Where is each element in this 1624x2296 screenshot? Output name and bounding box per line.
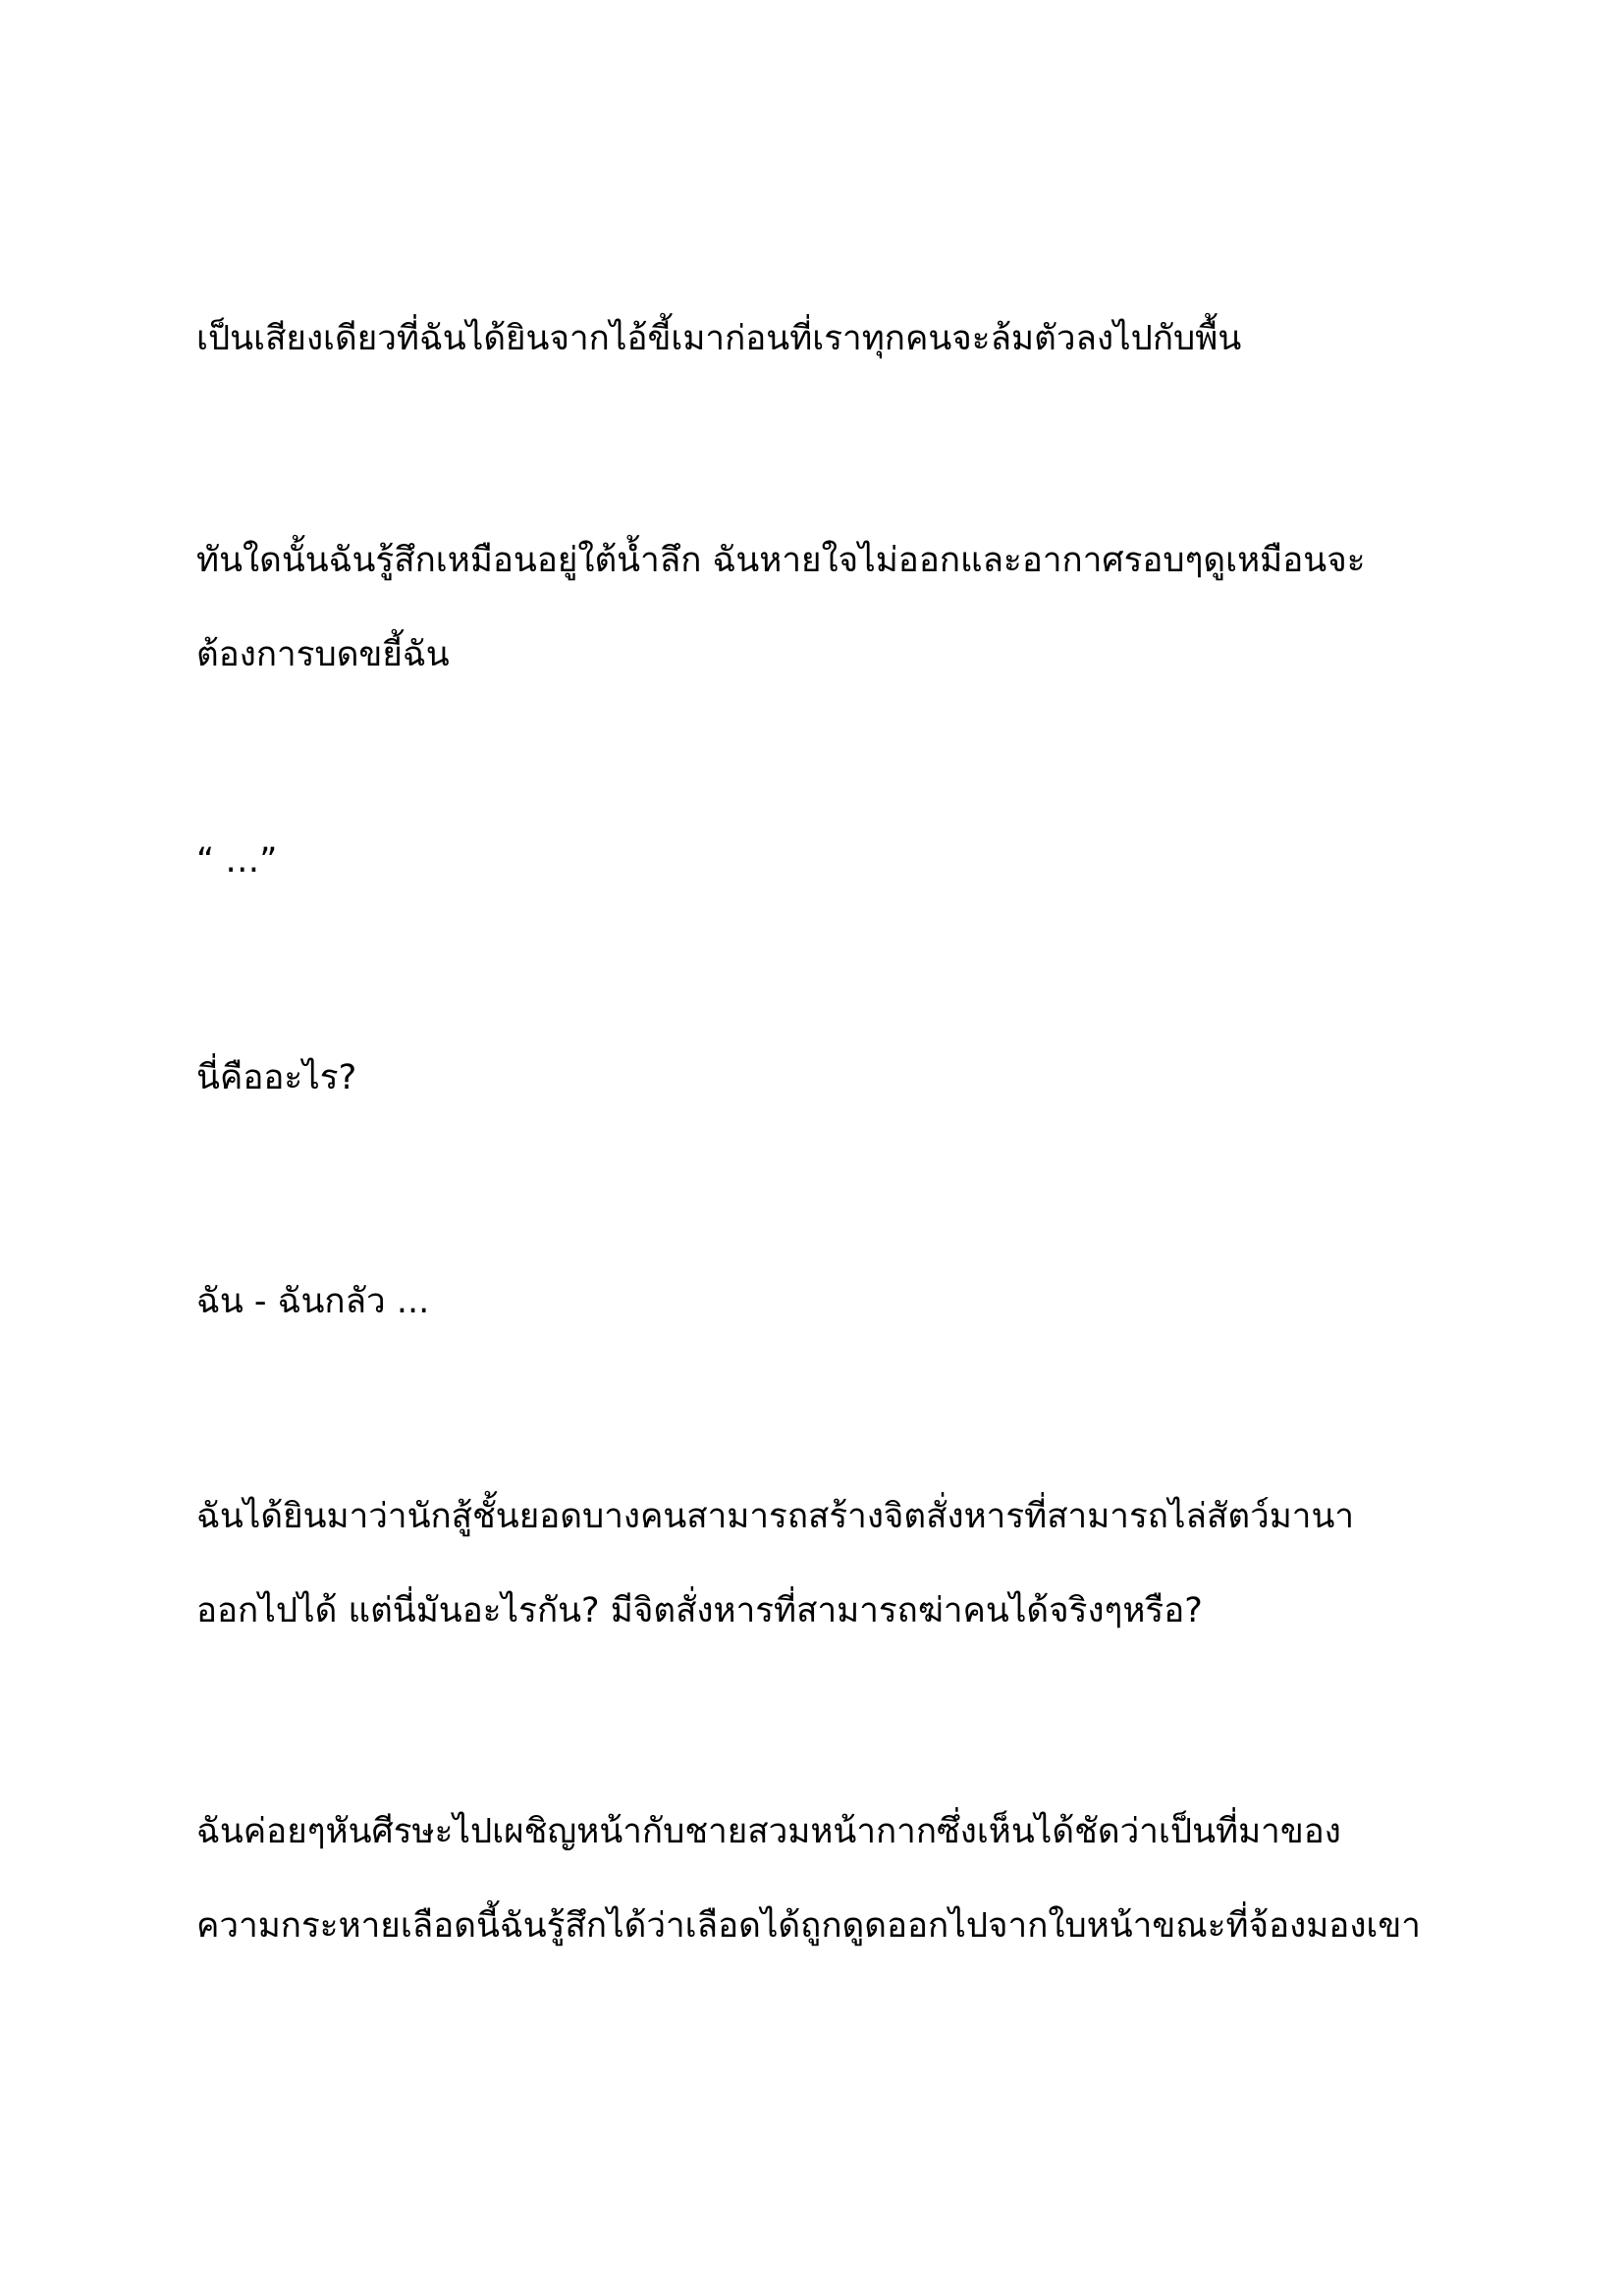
paragraph bbox=[196, 1031, 1473, 1125]
paragraph bbox=[196, 1469, 1473, 1658]
text-line: “ …” bbox=[196, 841, 278, 881]
text-line: เป็นเสียงเดียวที่ฉันได้ยินจากไอ้ขี้เมาก่อนที่เราทุกคนจะล้มตัวลงไปกับพื้น bbox=[196, 319, 1242, 358]
paragraph bbox=[196, 292, 1473, 386]
text-line: นี่คืออะไร? bbox=[196, 1058, 357, 1097]
paragraph bbox=[196, 1255, 1473, 1349]
paragraph bbox=[196, 1785, 1473, 1973]
text-line: ออกไปได้ แต่นี่มันอะไรกัน? มีจิตสั่งหารที่สามารถฆ่าคนได้จริงๆหรือ? bbox=[196, 1591, 1203, 1630]
text-line: ทันใดนั้นฉันรู้สึกเหมือนอยู่ใต้น้ำลึก ฉันหายใจไม่ออกและอากาศรอบๆดูเหมือนจะ bbox=[196, 541, 1366, 580]
text-line: ฉันค่อยๆหันศีรษะไปเผชิญหน้ากับชายสวมหน้ากากซึ่งเห็นได้ชัดว่าเป็นที่มาของ bbox=[196, 1812, 1341, 1851]
paragraph bbox=[196, 513, 1473, 702]
text-line: ฉัน - ฉันกลัว ... bbox=[196, 1282, 430, 1321]
text-line: ต้องการบดขยี้ฉัน bbox=[196, 635, 450, 674]
text-line: ความกระหายเลือดนี้ฉันรู้สึกได้ว่าเลือดได้ถูกดูดออกไปจากใบหน้าขณะที่จ้องมองเขา bbox=[196, 1906, 1421, 1946]
text-line: ฉันได้ยินมาว่านักสู้ชั้นยอดบางคนสามารถสร้างจิตสั่งหารที่สามารถไล่สัตว์มานา bbox=[196, 1497, 1355, 1536]
paragraph bbox=[196, 814, 1473, 908]
